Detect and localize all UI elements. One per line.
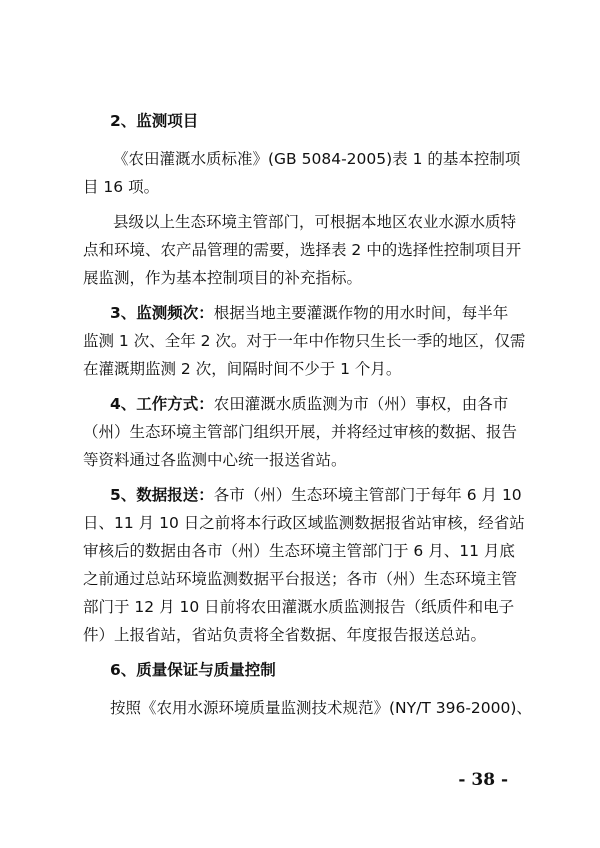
paragraph-line: 在灌溉期监测 2 次，间隔时间不少于 1 个月。 [83,360,402,378]
paragraph-line: 点和环境、农产品管理的需要，选择表 2 中的选择性控制项目开 [83,241,522,259]
section-heading-monitoring-items: 2、监测项目 [110,112,199,130]
paragraph-line: 监测 1 次、全年 2 次。对于一年中作物只生长一季的地区，仅需 [83,332,526,350]
paragraph-line: 县级以上生态环境主管部门，可根据本地区农业水源水质特 [113,213,517,231]
paragraph-line: 等资料通过各监测中心统一报送省站。 [83,451,347,469]
paragraph-line: 部门于 12 月 10 日前将农田灌溉水质监测报告（纸质件和电子 [83,598,515,616]
section-label-frequency: 3、监测频次： [110,304,214,322]
paragraph-text: 根据当地主要灌溉作物的用水时间，每半年 [213,304,509,322]
paragraph-line: 件）上报省站，省站负责将全省数据、年度报告报送总站。 [83,626,487,644]
paragraph-line: 之前通过总站环境监测数据平台报送；各市（州）生态环境主管 [83,570,518,588]
paragraph-line: 按照《农用水源环境质量监测技术规范》(NY/T 396-2000)、 [110,699,532,717]
paragraph-line: 日、11 月 10 日之前将本行政区域监测数据报省站审核，经省站 [83,514,525,532]
paragraph-line: 《农田灌溉水质标准》(GB 5084-2005)表 1 的基本控制项 [113,150,521,168]
paragraph-line: 审核后的数据由各市（州）生态环境主管部门于 6 月、11 月底 [83,542,515,560]
paragraph-line: （州）生态环境主管部门组织开展，并将经过审核的数据、报告 [83,423,518,441]
section-label-work-method: 4、工作方式： [110,395,214,413]
paragraph-line: 目 16 项。 [83,178,160,196]
page-number: - 38 - [458,770,508,790]
section-label-data-submission: 5、数据报送： [110,486,214,504]
paragraph-text: 各市（州）生态环境主管部门于每年 6 月 10 [213,486,522,504]
paragraph-line [0,485,600,505]
section-heading-quality-control: 6、质量保证与质量控制 [110,661,276,679]
paragraph-line: 展监测，作为基本控制项目的补充指标。 [83,269,363,287]
paragraph-line [0,394,600,414]
paragraph-line [0,303,600,323]
paragraph-text: 农田灌溉水质监测为市（州）事权，由各市 [213,395,509,413]
